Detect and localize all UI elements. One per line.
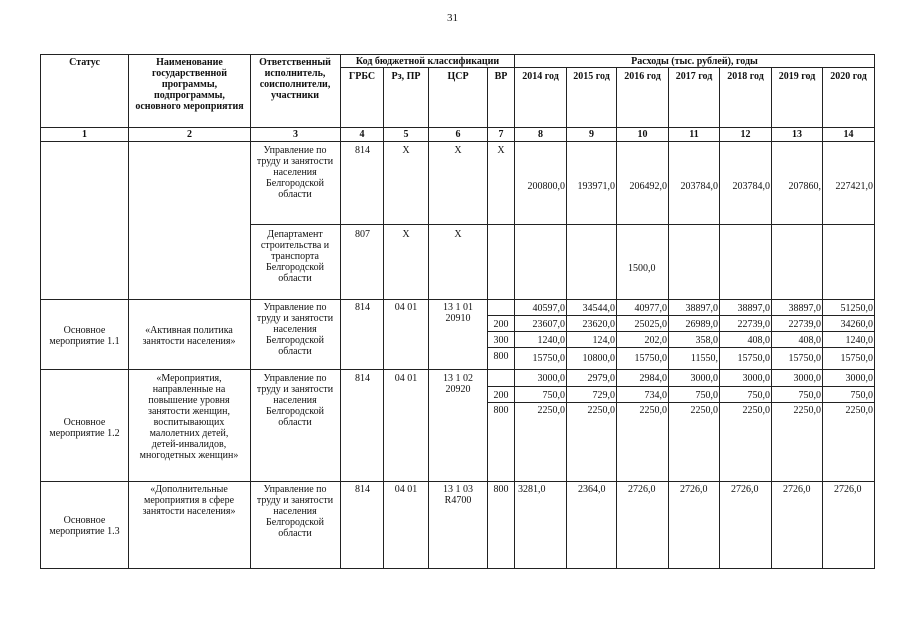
- column-number: 2: [187, 129, 192, 140]
- value-cell: 2250,0: [742, 405, 770, 416]
- column-number: 14: [843, 129, 854, 140]
- value-cell: 34544,0: [582, 303, 615, 314]
- vr-cell: 200: [493, 319, 509, 330]
- value-cell: 2250,0: [793, 405, 821, 416]
- value-cell: 203784,0: [732, 181, 770, 192]
- value-cell: 2250,0: [587, 405, 615, 416]
- header-year: 2014 год: [522, 71, 559, 82]
- value-cell: 38897,0: [788, 303, 821, 314]
- value-cell: 358,0: [695, 335, 718, 346]
- value-cell: 40597,0: [532, 303, 565, 314]
- column-number: 9: [589, 129, 594, 140]
- csr-cell: X: [454, 229, 462, 240]
- value-cell: 38897,0: [685, 303, 718, 314]
- value-cell: 15750,0: [840, 353, 873, 364]
- csr-cell: 13 1 03 R4700: [443, 484, 473, 506]
- column-number: 12: [740, 129, 751, 140]
- header-program-name: Наименование государственной программы, подпрограммы, основного мероприятия: [135, 57, 244, 112]
- value-cell: 38897,0: [737, 303, 770, 314]
- header-vr: ВР: [494, 71, 508, 82]
- column-number: 8: [538, 129, 543, 140]
- grbs-cell: 814: [355, 302, 370, 313]
- value-cell: 3000,0: [845, 373, 873, 384]
- value-cell: 227421,0: [835, 181, 873, 192]
- column-number: 10: [637, 129, 648, 140]
- value-cell: 202,0: [644, 335, 667, 346]
- value-cell: 2726,0: [834, 484, 862, 495]
- status-cell: Основное мероприятие 1.3: [49, 515, 120, 537]
- value-cell: 2250,0: [845, 405, 873, 416]
- value-cell: 22739,0: [737, 319, 770, 330]
- value-cell: 34260,0: [840, 319, 873, 330]
- vr-cell: 800: [493, 405, 509, 416]
- value-cell: 203784,0: [680, 181, 718, 192]
- measure-name-cell: «Мероприятия, направленные на повышение уровня занятости женщин, воспитывающих малолетних детей, детей-инвалидов, многодетных женщин»: [139, 373, 239, 461]
- column-number: 1: [82, 129, 87, 140]
- rzpr-cell: 04 01: [394, 373, 418, 384]
- value-cell: 750,0: [798, 390, 821, 401]
- value-cell: 15750,0: [634, 353, 667, 364]
- vr-cell: 800: [493, 484, 509, 495]
- value-cell: 2250,0: [690, 405, 718, 416]
- header-year: 2020 год: [830, 71, 867, 82]
- value-cell: 23620,0: [582, 319, 615, 330]
- value-cell: 2726,0: [783, 484, 811, 495]
- executor-cell: Департамент строительства и транспорта Белгородской области: [260, 229, 330, 284]
- vr-cell: 300: [493, 335, 509, 346]
- value-cell: 408,0: [798, 335, 821, 346]
- header-year: 2016 год: [624, 71, 661, 82]
- header-status: Статус: [69, 57, 100, 68]
- value-cell: 408,0: [747, 335, 770, 346]
- csr-cell: X: [454, 145, 462, 156]
- value-cell: 124,0: [592, 335, 615, 346]
- header-csr: ЦСР: [447, 71, 469, 82]
- column-number: 6: [455, 129, 461, 140]
- value-cell: 750,0: [695, 390, 718, 401]
- value-cell: 10800,0: [582, 353, 615, 364]
- status-cell: Основное мероприятие 1.2: [49, 417, 120, 439]
- value-cell: 3000,0: [537, 373, 565, 384]
- value-cell: 2250,0: [537, 405, 565, 416]
- status-cell: Основное мероприятие 1.1: [49, 325, 120, 347]
- rzpr-cell: X: [402, 229, 410, 240]
- value-cell: 729,0: [592, 390, 615, 401]
- header-executor: Ответственный исполнитель, соисполнители, участники: [259, 57, 331, 101]
- value-cell: 2726,0: [731, 484, 759, 495]
- executor-cell: Управление по труду и занятости населения Белгородской области: [256, 484, 334, 539]
- grbs-cell: 814: [355, 145, 370, 156]
- value-cell: 734,0: [644, 390, 667, 401]
- value-cell: 15750,0: [788, 353, 821, 364]
- rzpr-cell: X: [402, 145, 410, 156]
- measure-name-cell: «Дополнительные мероприятия в сфере занятости населения»: [142, 484, 236, 517]
- value-cell: 1240,0: [845, 335, 873, 346]
- header-year: 2015 год: [573, 71, 610, 82]
- vr-cell: 200: [493, 390, 509, 401]
- value-cell: 2726,0: [680, 484, 708, 495]
- value-cell: 3281,0: [518, 484, 546, 495]
- value-cell: 3000,0: [742, 373, 770, 384]
- header-year: 2017 год: [675, 71, 713, 82]
- value-cell: 193971,0: [577, 181, 615, 192]
- value-cell: 2364,0: [578, 484, 606, 495]
- page-number: 31: [447, 12, 458, 24]
- rzpr-cell: 04 01: [394, 484, 418, 495]
- header-grbs: ГРБС: [348, 71, 376, 82]
- column-number: 11: [689, 129, 699, 140]
- value-cell: 3000,0: [690, 373, 718, 384]
- header-year: 2018 год: [727, 71, 764, 82]
- value-cell: 206492,0: [629, 181, 667, 192]
- value-cell: 3000,0: [793, 373, 821, 384]
- value-cell: 2979,0: [587, 373, 615, 384]
- value-cell: 51250,0: [840, 303, 873, 314]
- vr-cell: 800: [493, 351, 509, 362]
- value-cell: 2250,0: [639, 405, 667, 416]
- executor-cell: Управление по труду и занятости населения Белгородской области: [256, 145, 334, 200]
- value-cell: 750,0: [542, 390, 565, 401]
- value-cell: 40977,0: [634, 303, 667, 314]
- csr-cell: 13 1 01 20910: [443, 302, 473, 324]
- header-year: 2019 год: [778, 71, 816, 82]
- csr-cell: 13 1 02 20920: [443, 373, 473, 395]
- column-number: 7: [498, 129, 504, 140]
- grbs-cell: 814: [355, 484, 370, 495]
- measure-name-cell: «Активная политика занятости населения»: [142, 325, 236, 347]
- value-cell: 2984,0: [639, 373, 667, 384]
- header-rzpr: Рз, ПР: [391, 71, 421, 82]
- grbs-cell: 814: [355, 373, 370, 384]
- value-cell: 26989,0: [685, 319, 718, 330]
- value-cell: 22739,0: [788, 319, 821, 330]
- value-cell: 1240,0: [537, 335, 565, 346]
- header-budget-code: Код бюджетной классификации: [355, 56, 500, 67]
- value-cell: 200800,0: [527, 181, 565, 192]
- value-cell: 23607,0: [532, 319, 565, 330]
- value-cell: 15750,0: [532, 353, 565, 364]
- vr-cell: X: [497, 145, 505, 156]
- value-cell: 750,0: [850, 390, 873, 401]
- executor-cell: Управление по труду и занятости населения Белгородской области: [256, 302, 334, 357]
- value-cell: 2726,0: [628, 484, 656, 495]
- value-cell: 750,0: [747, 390, 770, 401]
- column-number: 13: [792, 129, 802, 140]
- rzpr-cell: 04 01: [394, 302, 418, 313]
- value-cell: 11550,: [690, 353, 718, 364]
- executor-cell: Управление по труду и занятости населения Белгородской области: [256, 373, 334, 428]
- column-number: 5: [403, 129, 409, 140]
- column-number: 4: [359, 129, 365, 140]
- value-cell: 25025,0: [634, 319, 667, 330]
- header-expenses: Расходы (тыс. рублей), годы: [631, 56, 758, 67]
- value-cell: 207860,: [788, 181, 821, 192]
- grbs-cell: 807: [355, 229, 370, 240]
- column-number: 3: [293, 129, 298, 140]
- value-cell: 1500,0: [628, 263, 656, 274]
- value-cell: 15750,0: [737, 353, 770, 364]
